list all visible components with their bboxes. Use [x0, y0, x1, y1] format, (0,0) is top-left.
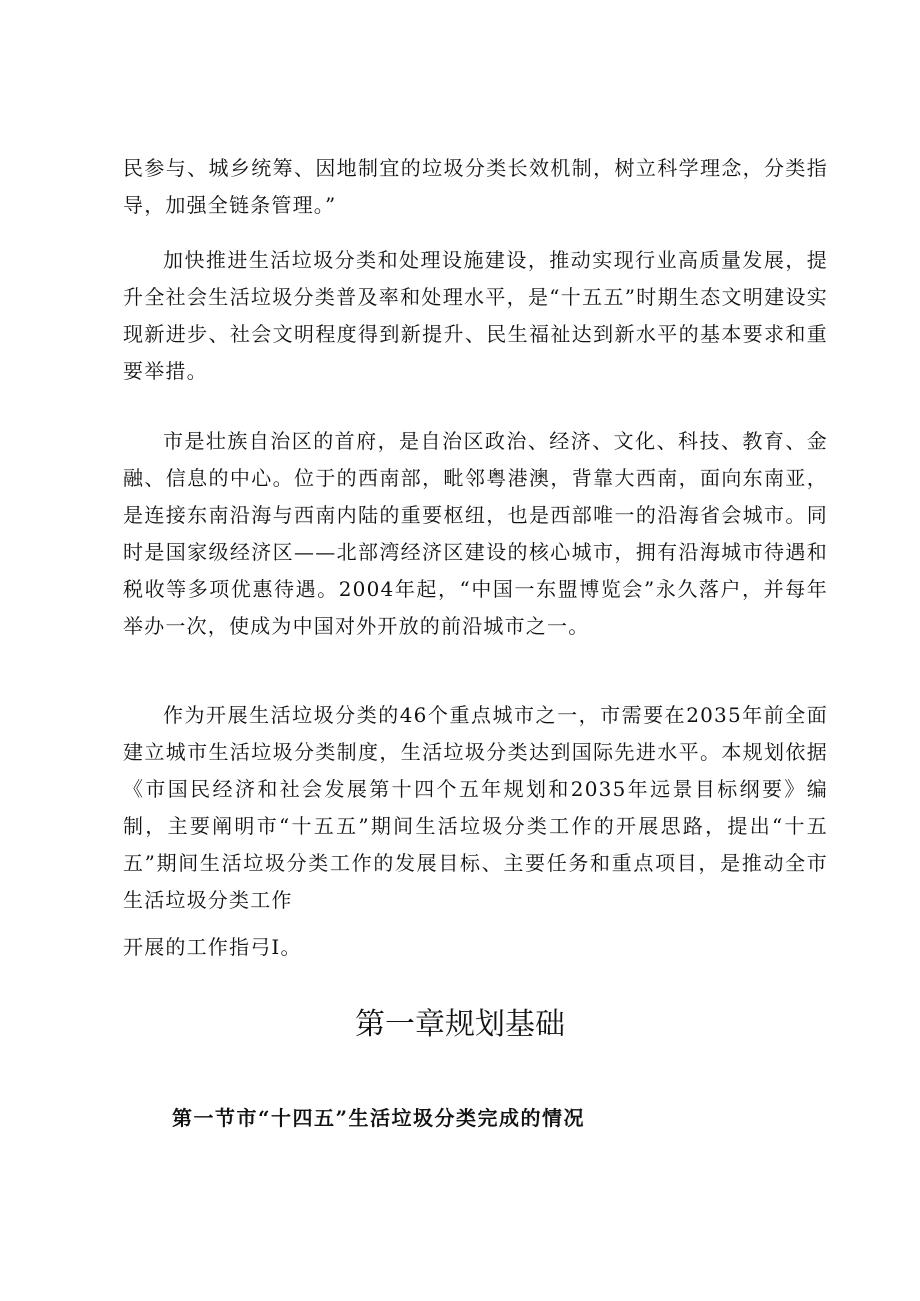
section-title: 第一节市“十四五”生活垃圾分类完成的情况: [172, 1106, 586, 1130]
paragraph-facility-construction: 加快推进生活垃圾分类和处理设施建设，推动实现行业高质量发展，提升全社会生活垃圾分类普及率和处理水平，是“十五五”时期生态文明建设实现新进步、社会文明程度得到新提升、民生福祉达到新水平的基本要求和重要举措。: [123, 248, 828, 383]
paragraph-planning-basis: 作为开展生活垃圾分类的46个重点城市之一，市需要在2035年前全面建立城市生活垃圾分类制度，生活垃圾分类达到国际先进水平。本规划依据《市国民经济和社会发展第十四个五年规划和2035年远景目标纲要》编制，主要阐明市“十五五”期间生活垃圾分类工作的开展思路，提出“十五五”期间生活垃圾分类工作的发展目标、主要任务和重点项目，是推动全市生活垃圾分类工作: [123, 703, 828, 912]
chapter-title: 第一章规划基础: [355, 1007, 565, 1042]
paragraph-trailing-line: 开展的工作指弓I。: [123, 935, 302, 959]
paragraph-continuation: 民参与、城乡统筹、因地制宜的垃圾分类长效机制，树立科学理念，分类指导，加强全链条管理。”: [123, 156, 828, 217]
paragraph-city-overview: 市是壮族自治区的首府，是自治区政治、经济、文化、科技、教育、金融、信息的中心。位于的西南部，毗邻粤港澳，背靠大西南，面向东南亚，是连接东南沿海与西南内陆的重要枢纽，也是西部唯一的沿海省会城市。同时是国家级经济区——北部湾经济区建设的核心城市，拥有沿海城市待遇和税收等多项优惠待遇。2004年起，“中国一东盟博览会”永久落户，并每年举办一次，使成为中国对外开放的前沿城市之一。: [123, 429, 828, 638]
